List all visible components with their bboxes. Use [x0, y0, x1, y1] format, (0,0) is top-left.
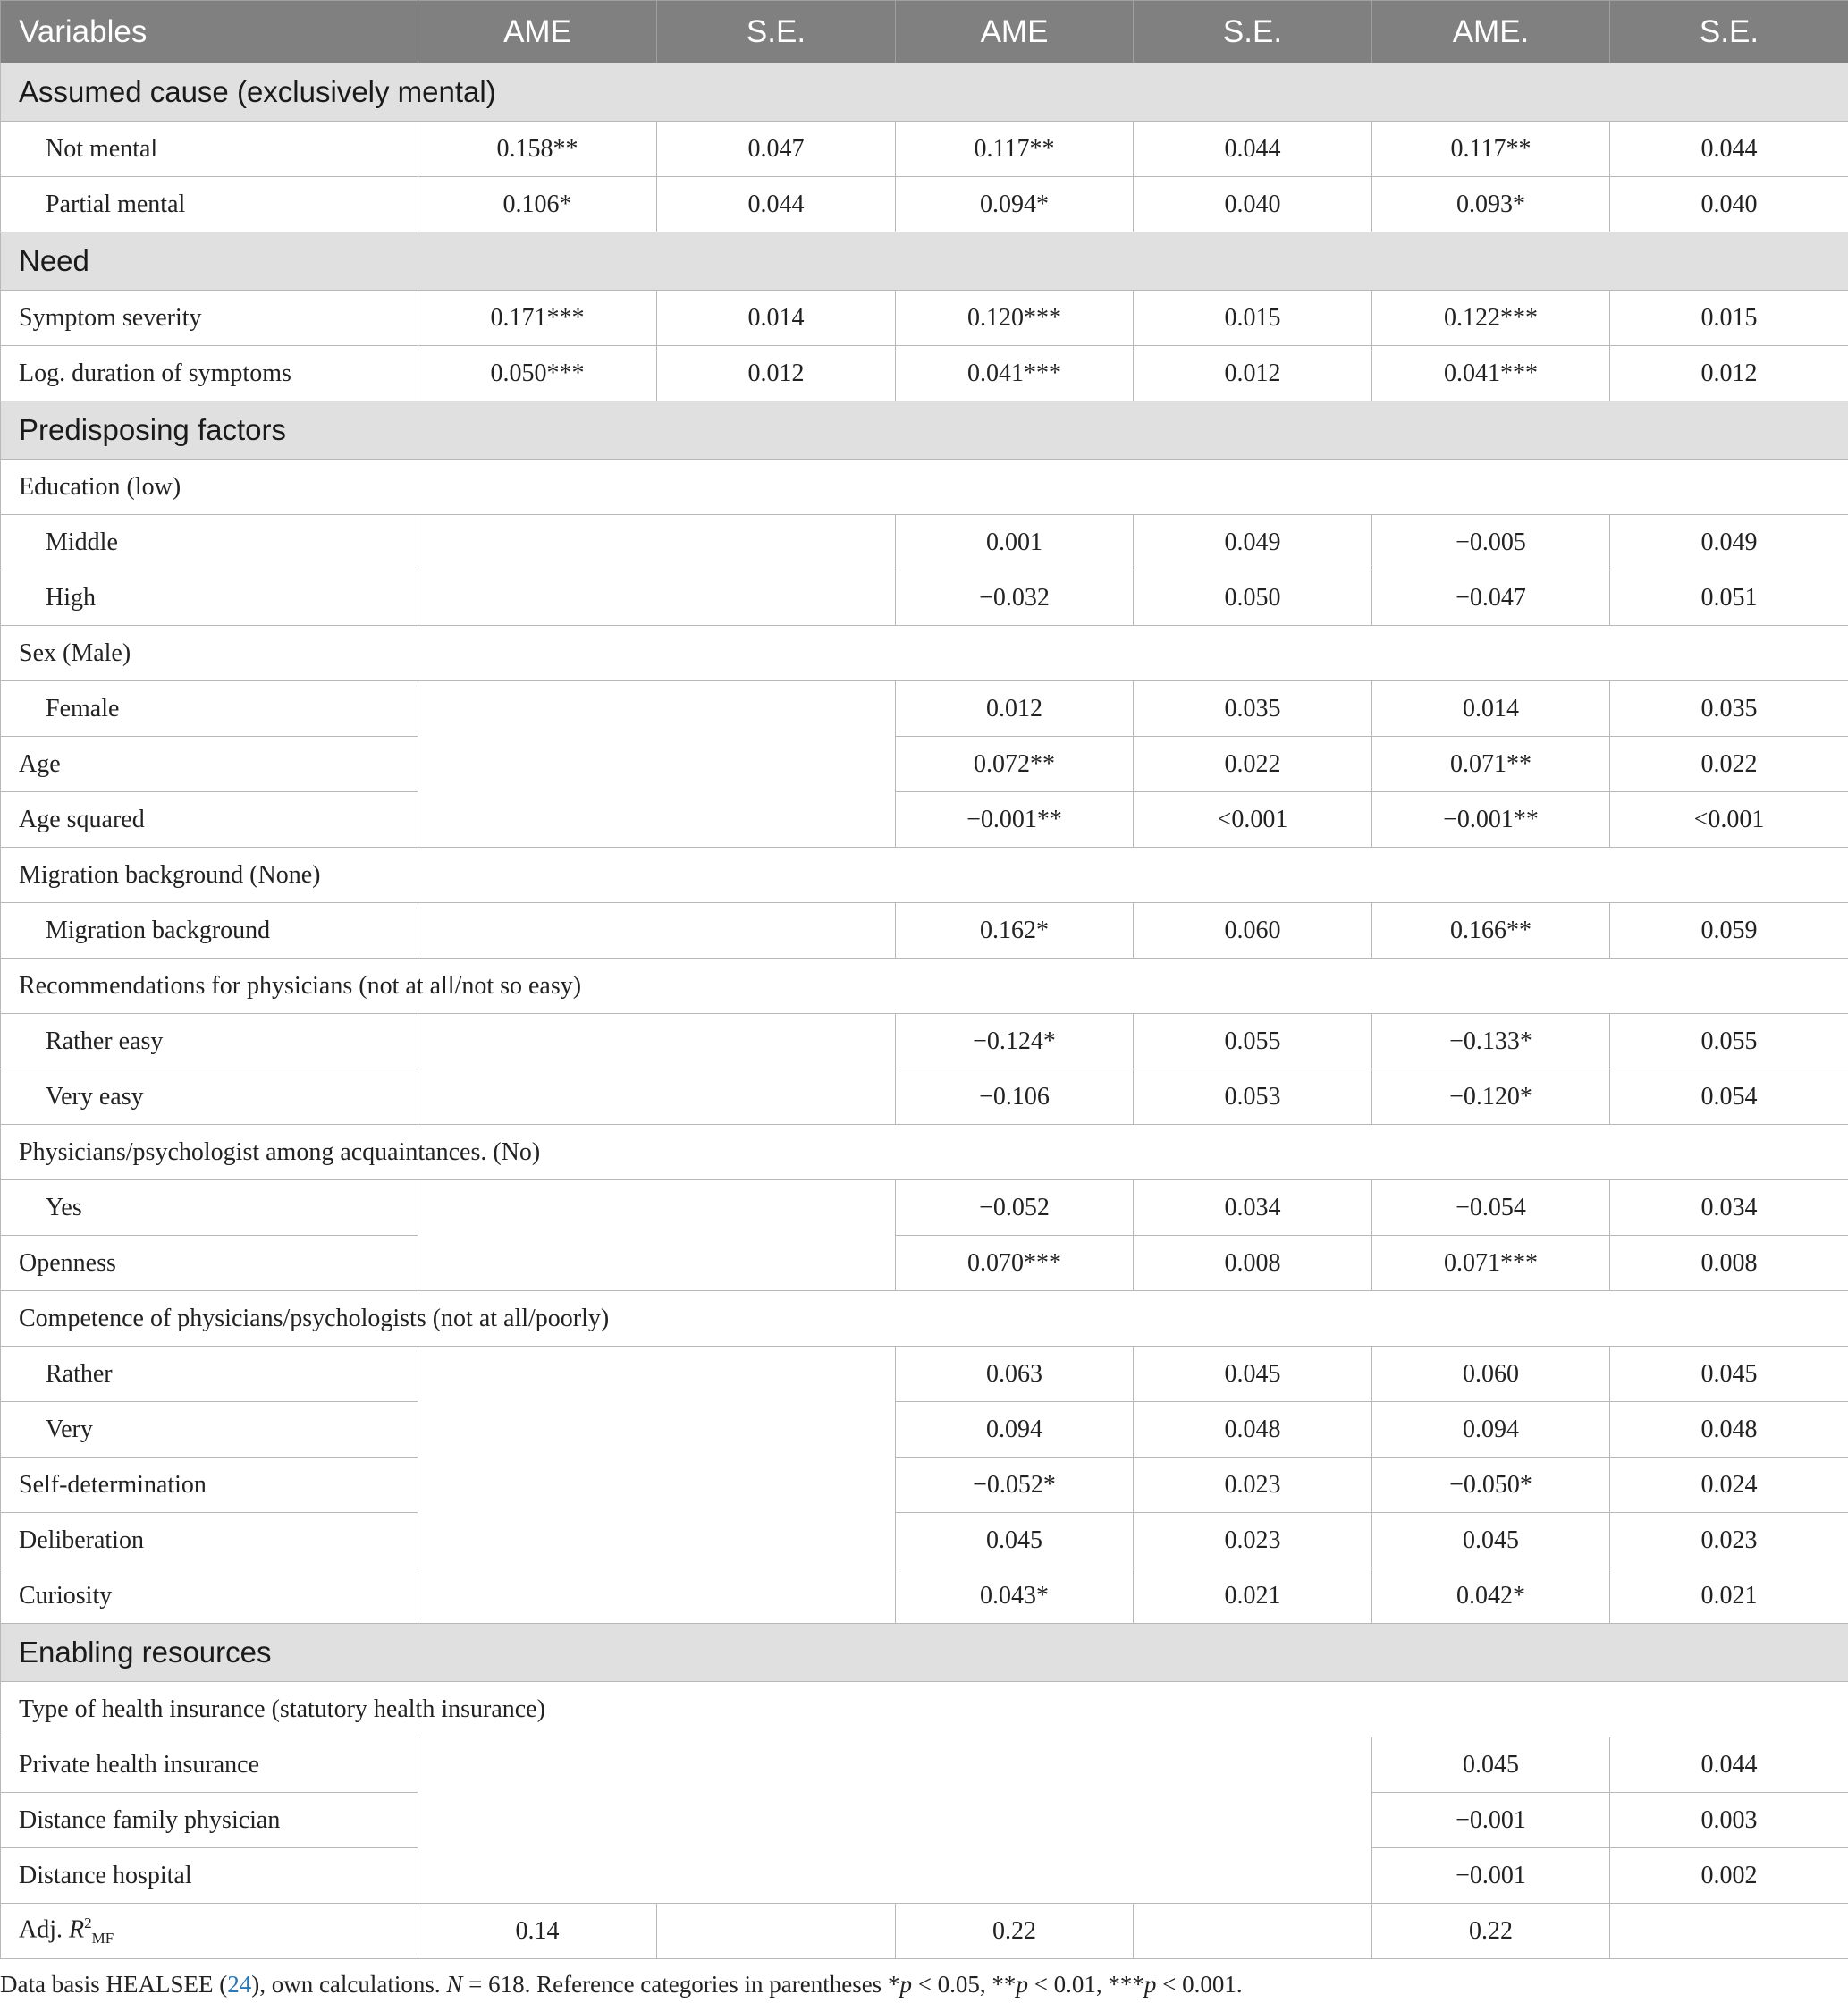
- table-row: [1, 570, 1848, 626]
- cell: 0.049: [1610, 515, 1848, 570]
- r2-value-2: 0.22: [896, 1904, 1134, 1959]
- row-label: Yes: [1, 1180, 418, 1236]
- cell: 0.014: [657, 291, 896, 346]
- row-label: Not mental: [1, 122, 418, 177]
- cell: 0.070***: [896, 1236, 1134, 1291]
- row-label: Age squared: [1, 792, 418, 848]
- section-row: [1, 63, 1848, 122]
- cell: <0.001: [1134, 792, 1372, 848]
- row-label: Curiosity: [1, 1568, 418, 1624]
- cell: 0.166**: [1372, 903, 1610, 959]
- empty-cell: [418, 1347, 896, 1624]
- cell: 0.059: [1610, 903, 1848, 959]
- group-row: [1, 848, 1848, 903]
- cell: 0.051: [1610, 570, 1848, 626]
- cell: 0.008: [1610, 1236, 1848, 1291]
- cell: 0.094*: [896, 177, 1134, 232]
- group-migration: Migration background (None): [1, 848, 1848, 903]
- table-row: [1, 1069, 1848, 1125]
- cell: −0.133*: [1372, 1014, 1610, 1069]
- cell: 0.048: [1134, 1402, 1372, 1458]
- header-ame-2: AME: [896, 1, 1134, 63]
- cell: 0.063: [896, 1347, 1134, 1402]
- group-competence: Competence of physicians/psychologists (not at all/poorly): [1, 1291, 1848, 1347]
- cell: 0.022: [1134, 737, 1372, 792]
- group-row: [1, 1291, 1848, 1347]
- cell: 0.094: [896, 1402, 1134, 1458]
- cell: 0.117**: [896, 122, 1134, 177]
- r2-value-1: 0.14: [418, 1904, 657, 1959]
- cell: 0.045: [896, 1513, 1134, 1568]
- row-label: Female: [1, 681, 418, 737]
- reference-link[interactable]: 24: [227, 1971, 252, 1998]
- cell: −0.047: [1372, 570, 1610, 626]
- table-row: [1, 1347, 1848, 1402]
- table-row: [1, 1513, 1848, 1568]
- cell: 0.043*: [896, 1568, 1134, 1624]
- cell: 0.045: [1372, 1737, 1610, 1793]
- row-label: Self-determination: [1, 1458, 418, 1513]
- table-row: [1, 903, 1848, 959]
- group-row: [1, 1125, 1848, 1180]
- header-se-2: S.E.: [1134, 1, 1372, 63]
- header-row: [1, 1, 1848, 63]
- cell: 0.022: [1610, 737, 1848, 792]
- cell: 0.094: [1372, 1402, 1610, 1458]
- cell: 0.035: [1610, 681, 1848, 737]
- row-label: Very easy: [1, 1069, 418, 1125]
- cell: <0.001: [1610, 792, 1848, 848]
- cell: −0.001: [1372, 1848, 1610, 1904]
- r2-value-3: 0.22: [1372, 1904, 1610, 1959]
- empty-cell: [418, 1180, 896, 1291]
- cell: 0.003: [1610, 1793, 1848, 1848]
- cell: 0.093*: [1372, 177, 1610, 232]
- group-row: [1, 626, 1848, 681]
- header-se-3: S.E.: [1610, 1, 1848, 63]
- section-predisposing: Predisposing factors: [1, 401, 1848, 460]
- cell: 0.072**: [896, 737, 1134, 792]
- table-row: [1, 1737, 1848, 1793]
- table-row: [1, 1014, 1848, 1069]
- row-label: Symptom severity: [1, 291, 418, 346]
- row-label: Openness: [1, 1236, 418, 1291]
- header-se-1: S.E.: [657, 1, 896, 63]
- row-label: Deliberation: [1, 1513, 418, 1568]
- r2-label: Adj. $R^2_{MF}$: [1, 1904, 418, 1959]
- cell: 0.042*: [1372, 1568, 1610, 1624]
- cell: 0.045: [1134, 1347, 1372, 1402]
- group-insurance: Type of health insurance (statutory health insurance): [1, 1682, 1848, 1737]
- table-row: [1, 1458, 1848, 1513]
- cell: −0.106: [896, 1069, 1134, 1125]
- table-row: [1, 1236, 1848, 1291]
- section-need: Need: [1, 232, 1848, 291]
- cell: 0.060: [1134, 903, 1372, 959]
- table-row: [1, 122, 1848, 177]
- cell: 0.122***: [1372, 291, 1610, 346]
- row-label: Log. duration of symptoms: [1, 346, 418, 401]
- section-row: [1, 232, 1848, 291]
- cell: 0.015: [1134, 291, 1372, 346]
- empty-cell: [1134, 1904, 1372, 1959]
- table-row: [1, 291, 1848, 346]
- cell: −0.005: [1372, 515, 1610, 570]
- cell: 0.023: [1134, 1513, 1372, 1568]
- cell: 0.117**: [1372, 122, 1610, 177]
- cell: 0.012: [1610, 346, 1848, 401]
- cell: 0.048: [1610, 1402, 1848, 1458]
- cell: 0.034: [1610, 1180, 1848, 1236]
- cell: 0.158**: [418, 122, 657, 177]
- cell: 0.035: [1134, 681, 1372, 737]
- group-row: [1, 1682, 1848, 1737]
- cell: 0.050: [1134, 570, 1372, 626]
- cell: −0.124*: [896, 1014, 1134, 1069]
- cell: 0.002: [1610, 1848, 1848, 1904]
- cell: 0.050***: [418, 346, 657, 401]
- cell: 0.021: [1610, 1568, 1848, 1624]
- cell: 0.041***: [1372, 346, 1610, 401]
- empty-cell: [418, 681, 896, 848]
- row-label: High: [1, 570, 418, 626]
- cell: 0.162*: [896, 903, 1134, 959]
- header-variables: Variables: [1, 1, 418, 63]
- empty-cell: [418, 903, 896, 959]
- cell: −0.054: [1372, 1180, 1610, 1236]
- cell: 0.071**: [1372, 737, 1610, 792]
- cell: 0.012: [657, 346, 896, 401]
- cell: 0.049: [1134, 515, 1372, 570]
- row-label: Distance family physician: [1, 1793, 418, 1848]
- cell: 0.120***: [896, 291, 1134, 346]
- cell: 0.012: [896, 681, 1134, 737]
- row-label: Very: [1, 1402, 418, 1458]
- table-row: [1, 177, 1848, 232]
- cell: 0.044: [657, 177, 896, 232]
- group-row: [1, 460, 1848, 515]
- table-row: [1, 515, 1848, 570]
- empty-cell: [418, 1014, 896, 1125]
- r2-row: [1, 1904, 1848, 1959]
- cell: 0.055: [1610, 1014, 1848, 1069]
- cell: 0.001: [896, 515, 1134, 570]
- cell: 0.040: [1610, 177, 1848, 232]
- cell: 0.014: [1372, 681, 1610, 737]
- cell: 0.045: [1372, 1513, 1610, 1568]
- row-label: Distance hospital: [1, 1848, 418, 1904]
- group-education: Education (low): [1, 460, 1848, 515]
- cell: 0.024: [1610, 1458, 1848, 1513]
- cell: −0.052: [896, 1180, 1134, 1236]
- header-ame-3: AME.: [1372, 1, 1610, 63]
- cell: 0.047: [657, 122, 896, 177]
- table-row: [1, 1180, 1848, 1236]
- row-label: Age: [1, 737, 418, 792]
- cell: 0.041***: [896, 346, 1134, 401]
- group-acquaintances: Physicians/psychologist among acquaintances. (No): [1, 1125, 1848, 1180]
- cell: −0.001**: [896, 792, 1134, 848]
- table-row: [1, 1402, 1848, 1458]
- cell: 0.044: [1610, 122, 1848, 177]
- cell: −0.052*: [896, 1458, 1134, 1513]
- cell: 0.044: [1134, 122, 1372, 177]
- row-label: Private health insurance: [1, 1737, 418, 1793]
- section-assumed-cause: Assumed cause (exclusively mental): [1, 63, 1848, 122]
- group-row: [1, 959, 1848, 1014]
- section-enabling: Enabling resources: [1, 1624, 1848, 1682]
- cell: 0.012: [1134, 346, 1372, 401]
- table-row: [1, 737, 1848, 792]
- empty-cell: [418, 515, 896, 626]
- cell: 0.040: [1134, 177, 1372, 232]
- header-ame-1: AME: [418, 1, 657, 63]
- cell: 0.044: [1610, 1737, 1848, 1793]
- row-label: Rather easy: [1, 1014, 418, 1069]
- cell: 0.023: [1610, 1513, 1848, 1568]
- cell: 0.060: [1372, 1347, 1610, 1402]
- cell: 0.045: [1610, 1347, 1848, 1402]
- group-recommendations: Recommendations for physicians (not at all/not so easy): [1, 959, 1848, 1014]
- cell: 0.171***: [418, 291, 657, 346]
- cell: 0.071***: [1372, 1236, 1610, 1291]
- row-label: Rather: [1, 1347, 418, 1402]
- cell: 0.023: [1134, 1458, 1372, 1513]
- cell: 0.034: [1134, 1180, 1372, 1236]
- table-row: [1, 792, 1848, 848]
- cell: 0.106*: [418, 177, 657, 232]
- cell: −0.001**: [1372, 792, 1610, 848]
- table-footnote: Data basis HEALSEE (24), own calculations. N = 618. Reference categories in parentheses *p < 0.05, **p < 0.01, ***p < 0.001.: [0, 1971, 1243, 1998]
- empty-cell: [1610, 1904, 1848, 1959]
- section-row: [1, 401, 1848, 460]
- cell: −0.032: [896, 570, 1134, 626]
- cell: 0.021: [1134, 1568, 1372, 1624]
- table-row: [1, 1568, 1848, 1624]
- cell: 0.054: [1610, 1069, 1848, 1125]
- cell: 0.015: [1610, 291, 1848, 346]
- row-label: Partial mental: [1, 177, 418, 232]
- table-row: [1, 346, 1848, 401]
- row-label: Migration background: [1, 903, 418, 959]
- row-label: Middle: [1, 515, 418, 570]
- section-row: [1, 1624, 1848, 1682]
- empty-cell: [657, 1904, 896, 1959]
- cell: 0.008: [1134, 1236, 1372, 1291]
- cell: −0.050*: [1372, 1458, 1610, 1513]
- group-sex: Sex (Male): [1, 626, 1848, 681]
- cell: −0.120*: [1372, 1069, 1610, 1125]
- table-row: [1, 681, 1848, 737]
- cell: −0.001: [1372, 1793, 1610, 1848]
- cell: 0.055: [1134, 1014, 1372, 1069]
- empty-cell: [418, 1737, 1372, 1904]
- cell: 0.053: [1134, 1069, 1372, 1125]
